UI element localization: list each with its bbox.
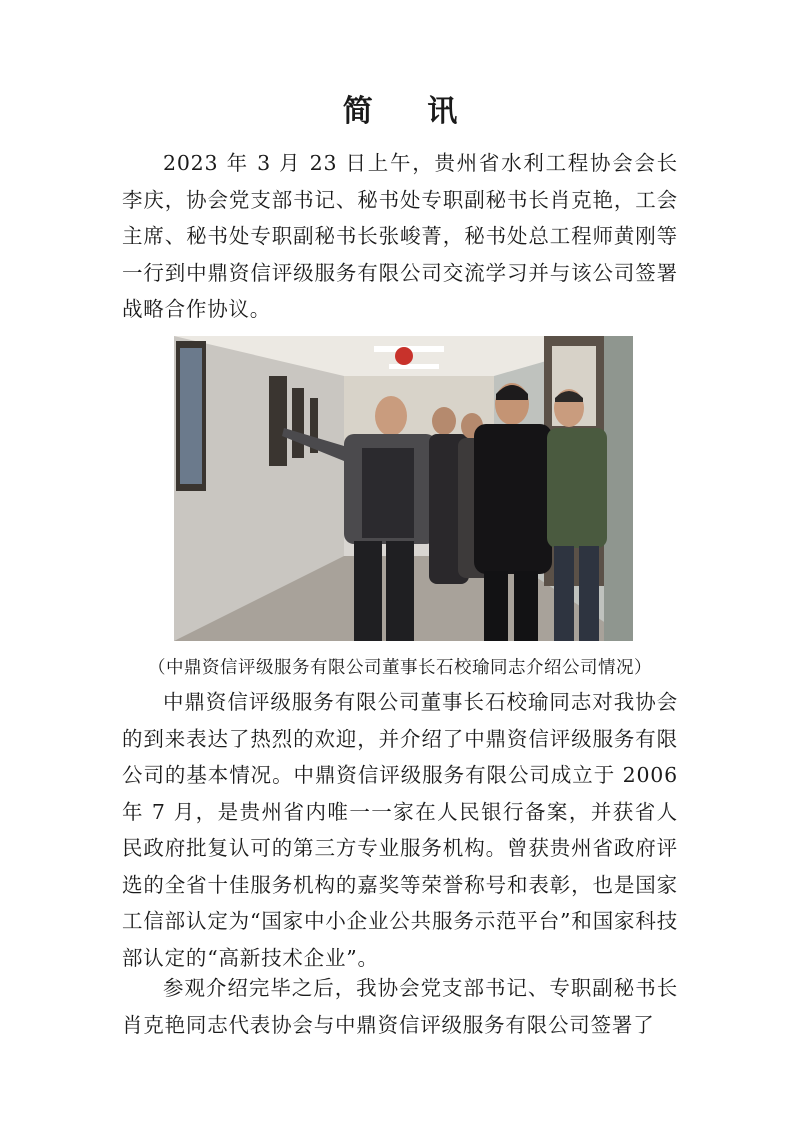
- paragraph-intro: 2023 年 3 月 23 日上午，贵州省水利工程协会会长李庆，协会党支部书记、秘书处专职副秘书长肖克艳，工会主席、秘书处专职副秘书长张峻菁，秘书处总工程师黄刚等一行到中鼎资信评级服务有限公司交流学习并与该公司签署战略合作协议。: [122, 151, 678, 321]
- paragraph-company-intro: 中鼎资信评级服务有限公司董事长石校瑜同志对我协会的到来表达了热烈的欢迎，并介绍了中鼎资信评级服务有限公司的基本情况。中鼎资信评级服务有限公司成立于 2006 年 7 月，是贵州省内唯一一家在人民银行备案，并获省人民政府批复认可的第三方专业服务机构。曾获贵州省政府评选的全省十佳服务机构的嘉奖等荣誉称号和表彰，也是国家工信部认定为“国家中小企业公共服务示范平台”和国家科技部认定的“高新技术企业”。: [122, 690, 678, 970]
- document-title: 简 讯: [342, 94, 480, 129]
- photo-caption: （中鼎资信评级服务有限公司董事长石校瑜同志介绍公司情况）: [148, 658, 652, 678]
- paragraph-signing: 参观介绍完毕之后，我协会党支部书记、专职副秘书长肖克艳同志代表协会与中鼎资信评级服务有限公司签署了: [122, 976, 678, 1037]
- news-photo: [174, 336, 633, 641]
